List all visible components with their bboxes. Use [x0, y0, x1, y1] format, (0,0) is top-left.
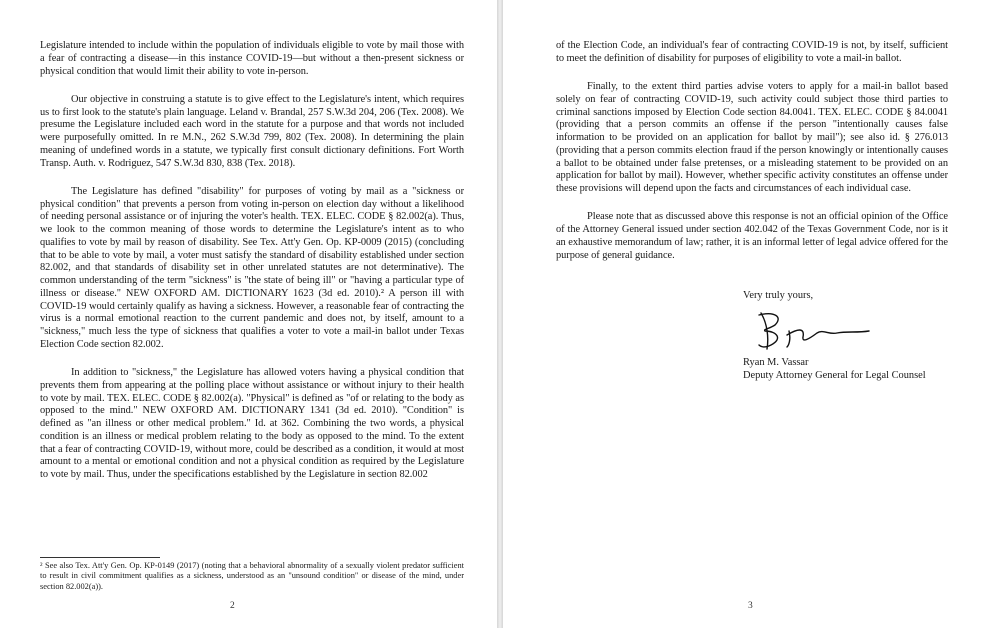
- paragraph: The Legislature has defined "disability" for purposes of voting by mail as a "sickness or physical condition" that prevents a person from voting in-person on election day without a likelihood of needing personal assistance or of injuring the voter's health. TEX. ELEC. CODE § 82.002(a). Thus, we look to the common meaning of those words to determine the Legislature's intent as to who qualifies to vote by mail by reason of disability. See Tex. Att'y Gen. Op. KP-0009 (2015) (concluding that to be able to vote by mail, a voter must satisfy the standard of disability established under section 82.002, and that standards of disability set in other unrelated statutes are not determinative). The common understanding of the term "sickness" is "the state of being ill" or "having a particular type of illness or disease." NEW OXFORD AM. DICTIONARY 1623 (3d ed. 2010).² A person ill with COVID-19 would certainly qualify as having a sickness. However, a reasonable fear of contracting the virus is a normal emotional reaction to the current pandemic and does not, by itself, amount to a "sickness," much less the type of sickness that qualifies a voter to vote a mail-in ballot under Texas Election Code section 82.002.: [40, 185, 464, 350]
- page-number: 2: [230, 601, 235, 611]
- signer-title: Deputy Attorney General for Legal Counsel: [743, 369, 926, 381]
- signature-block: [743, 290, 943, 382]
- page-body: [556, 40, 948, 278]
- document-page-2: [0, 0, 497, 628]
- paragraph: Finally, to the extent third parties advise voters to apply for a mail-in ballot based solely on fear of contracting COVID-19, such activity could subject those third parties to criminal sanctions imposed by Election Code section 84.0041. TEX. ELEC. CODE § 84.0041 (providing that a person commits an offense if the person "intentionally causes false information to be provided on an application for ballot by mail"); see also id. § 276.013 (providing that a person commits election fraud if the person knowingly or intentionally causes a ballot to be obtained under false pretenses, or a misleading statement to be provided on an application for ballot by mail). However, whether specific activity constitutes an offense under these provisions will depend upon the facts and circumstances of each individual case.: [556, 81, 948, 194]
- page-body: [40, 40, 464, 497]
- document-page-3: [503, 0, 1000, 628]
- footnote-divider: [40, 557, 160, 558]
- handwritten-signature: [753, 309, 873, 353]
- paragraph: Please note that as discussed above this response is not an official opinion of the Office of the Attorney General issued under section 402.042 of the Texas Government Code, nor is it an exhaustive memorandum of law; rather, it is an informal letter of legal advice offered for the purpose of general guidance.: [556, 211, 948, 261]
- footnote: ² See also Tex. Att'y Gen. Op. KP-0149 (2017) (noting that a behavioral abnormality of a sexually violent predator sufficient to result in civil commitment qualifies as a sickness, understood as an "unsound condition" or disease of the mind, under section 82.002(a)).: [40, 561, 464, 591]
- paragraph: Legislature intended to include within the population of individuals eligible to vote by mail those with a fear of contracting a disease—in this instance COVID-19—but without a then-present sickness or physical condition that would limit their ability to vote in-person.: [40, 40, 464, 77]
- page-number: 3: [748, 601, 753, 611]
- letter-closing: Very truly yours,: [743, 290, 814, 301]
- paragraph: Our objective in construing a statute is to give effect to the Legislature's intent, which requires us to first look to the statute's plain language. Leland v. Brandal, 257 S.W.3d 204, 206 (Tex. 2008). We presume the Legislature included each word in the statute for a purpose and that words not included were purposefully omitted. In re M.N., 262 S.W.3d 799, 802 (Tex. 2008). In determining the plain meaning of undefined words in a statute, we typically first consult dictionary definitions. Fort Worth Transp. Auth. v. Rodriguez, 547 S.W.3d 830, 838 (Tex. 2018).: [40, 93, 464, 169]
- paragraph: In addition to "sickness," the Legislature has allowed voters having a physical condition that prevents them from appearing at the polling place without assistance or without injury to their health to vote by mail. TEX. ELEC. CODE § 82.002(a). "Physical" is defined as "of or relating to the body as opposed to the mind." NEW OXFORD AM. DICTIONARY 1341 (3d ed. 2010). "Condition" is defined as "an illness or other medical problem." Id. at 362. Combining the two words, a physical condition is an illness or medical problem relating to the body as opposed to the mind. To the extent that a fear of contracting COVID-19, without more, could be described as a condition, it would at most amount to a mental or emotional condition and not a physical condition as required by the Legislature to vote by mail. Thus, under the specifications established by the Legislature in section 82.002: [40, 367, 464, 480]
- paragraph: of the Election Code, an individual's fear of contracting COVID-19 is not, by itself, sufficient to meet the definition of disability for purposes of eligibility to vote a mail-in ballot.: [556, 40, 948, 64]
- signer-name: Ryan M. Vassar: [743, 356, 809, 368]
